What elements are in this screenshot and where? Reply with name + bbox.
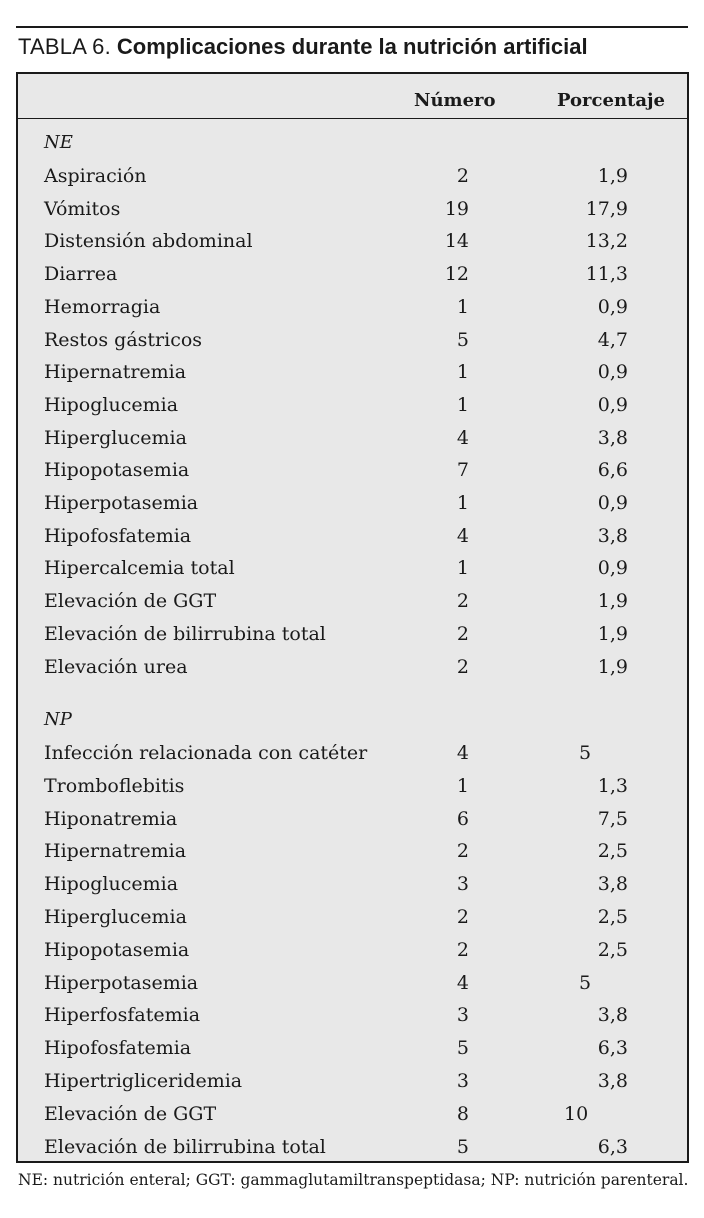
row-number-value: 2 — [456, 938, 469, 961]
row-percentage-value: 1,9 — [597, 622, 628, 645]
row-number-value: 19 — [444, 197, 469, 220]
row-complication-name: Infección relacionada con catéter — [44, 742, 368, 764]
row-number-value: 2 — [456, 590, 469, 613]
table-row — [18, 393, 687, 426]
table-row — [18, 1102, 687, 1135]
row-percentage-value: 1,9 — [597, 655, 628, 678]
row-percentage-value: 3,8 — [597, 873, 628, 896]
row-complication-name: Hipercalcemia total — [44, 557, 235, 580]
table-row — [18, 164, 687, 197]
row-complication-name: Hemorragia — [44, 295, 161, 318]
row-complication-name: Hipopotasemia — [44, 459, 190, 482]
table-row — [18, 971, 687, 1004]
row-percentage-value: 6,6 — [597, 459, 628, 482]
row-number-value: 1 — [456, 557, 469, 580]
table-row — [18, 938, 687, 971]
column-header-percentage: Porcentaje — [557, 90, 665, 111]
row-percentage-value: 0,9 — [597, 393, 628, 416]
row-complication-name: Hiperglucemia — [44, 906, 187, 928]
table-row — [18, 807, 687, 840]
table-row — [18, 295, 687, 328]
row-percentage-value: 3,8 — [597, 426, 628, 449]
row-number-value: 7 — [456, 459, 469, 482]
row-percentage-value: 3,8 — [597, 1070, 628, 1092]
row-number-value: 3 — [456, 873, 469, 896]
row-complication-name: Aspiración — [44, 165, 147, 187]
row-number-value: 6 — [456, 807, 469, 830]
table-header — [18, 74, 687, 119]
table-number: TABLA 6. — [18, 34, 111, 59]
table-row — [18, 839, 687, 872]
row-complication-name: Elevación de bilirrubina total — [44, 622, 326, 645]
row-number-value: 5 — [456, 328, 469, 351]
table-title: Complicaciones durante la nutrición artificial — [116, 34, 588, 59]
table-row — [18, 905, 687, 938]
row-number-value: 2 — [456, 840, 469, 863]
row-percentage-value: 1,9 — [597, 590, 628, 613]
row-complication-name: Hipopotasemia — [44, 938, 190, 961]
row-complication-name: Hiponatremia — [44, 807, 178, 830]
table-footnote: NE: nutrición enteral; GGT: gammaglutamiltranspeptidasa; NP: nutrición parenteral. — [18, 1171, 689, 1189]
row-percentage-value: 6,3 — [597, 1135, 628, 1158]
row-number-value: 2 — [456, 655, 469, 678]
row-percentage-value: 17,9 — [585, 197, 628, 220]
row-percentage-value: 5 — [579, 971, 592, 994]
row-percentage-value: 2,5 — [597, 906, 628, 928]
row-complication-name: Distensión abdominal — [44, 230, 253, 253]
row-number-value: 3 — [456, 1004, 469, 1027]
row-percentage-value: 0,9 — [597, 361, 628, 384]
row-complication-name: Restos gástricos — [44, 328, 203, 351]
table-row — [18, 458, 687, 491]
table-row — [18, 1135, 687, 1168]
row-percentage-value: 2,5 — [597, 840, 628, 863]
row-complication-name: Tromboflebitis — [44, 774, 185, 797]
row-percentage-value: 3,8 — [597, 1004, 628, 1027]
table-row — [18, 328, 687, 361]
table-row — [18, 360, 687, 393]
table-row — [18, 262, 687, 295]
row-percentage-value: 1,3 — [597, 774, 628, 797]
row-percentage-value: 0,9 — [597, 492, 628, 514]
row-complication-name: Elevación de bilirrubina total — [44, 1135, 326, 1158]
row-complication-name: Elevación de GGT — [44, 590, 217, 613]
row-percentage-value: 2,5 — [597, 938, 628, 961]
row-percentage-value: 6,3 — [597, 1037, 628, 1060]
row-number-value: 1 — [456, 295, 469, 318]
row-percentage-value: 10 — [564, 1102, 589, 1125]
row-percentage-value: 0,9 — [597, 557, 628, 580]
table-row — [18, 655, 687, 688]
row-complication-name: Hipertrigliceridemia — [44, 1070, 243, 1092]
row-percentage-value: 13,2 — [585, 230, 628, 253]
row-number-value: 3 — [456, 1070, 469, 1092]
row-number-value: 12 — [444, 263, 469, 286]
row-number-value: 8 — [456, 1102, 469, 1125]
table-row — [18, 556, 687, 589]
row-complication-name: Elevación urea — [44, 655, 188, 678]
row-complication-name: Hipernatremia — [44, 361, 187, 384]
row-number-value: 5 — [456, 1135, 469, 1158]
table-row — [18, 1036, 687, 1069]
row-number-value: 2 — [456, 906, 469, 928]
table-row — [18, 1003, 687, 1036]
table-row — [18, 622, 687, 655]
row-percentage-value: 4,7 — [597, 328, 628, 351]
table-row — [18, 872, 687, 905]
row-complication-name: Hipernatremia — [44, 840, 187, 863]
table-caption — [18, 33, 698, 62]
row-percentage-value: 3,8 — [597, 524, 628, 547]
table-row — [18, 524, 687, 557]
row-complication-name: Hiperpotasemia — [44, 971, 199, 994]
column-header-number: Número — [414, 90, 496, 111]
row-complication-name: Vómitos — [44, 197, 121, 220]
section-label-np: NP — [44, 709, 72, 730]
table-row — [18, 426, 687, 459]
row-complication-name: Diarrea — [44, 263, 118, 286]
table-row — [18, 229, 687, 262]
row-complication-name: Hiperpotasemia — [44, 492, 199, 514]
row-number-value: 2 — [456, 622, 469, 645]
row-complication-name: Hipoglucemia — [44, 873, 179, 896]
row-complication-name: Hiperfosfatemia — [44, 1004, 201, 1027]
row-percentage-value: 5 — [579, 742, 592, 764]
table-row — [18, 1069, 687, 1102]
row-number-value: 5 — [456, 1037, 469, 1060]
row-number-value: 1 — [456, 361, 469, 384]
row-number-value: 14 — [444, 230, 469, 253]
row-complication-name: Hipofosfatemia — [44, 1037, 192, 1060]
complications-table — [16, 72, 689, 1163]
row-number-value: 2 — [456, 165, 469, 187]
table-row — [18, 774, 687, 807]
top-rule — [16, 26, 688, 28]
row-complication-name: Hipofosfatemia — [44, 524, 192, 547]
row-number-value: 4 — [456, 742, 469, 764]
row-complication-name: Hipoglucemia — [44, 393, 179, 416]
section-label-ne: NE — [44, 132, 73, 153]
row-percentage-value: 7,5 — [597, 807, 628, 830]
row-number-value: 1 — [456, 774, 469, 797]
table-row — [18, 491, 687, 524]
row-number-value: 4 — [456, 971, 469, 994]
table-row — [18, 197, 687, 230]
row-number-value: 4 — [456, 426, 469, 449]
table-row — [18, 589, 687, 622]
row-percentage-value: 0,9 — [597, 295, 628, 318]
table-row — [18, 741, 687, 774]
row-number-value: 1 — [456, 393, 469, 416]
row-percentage-value: 11,3 — [585, 263, 628, 286]
row-percentage-value: 1,9 — [597, 165, 628, 187]
row-complication-name: Elevación de GGT — [44, 1102, 217, 1125]
row-complication-name: Hiperglucemia — [44, 426, 187, 449]
row-number-value: 1 — [456, 492, 469, 514]
row-number-value: 4 — [456, 524, 469, 547]
